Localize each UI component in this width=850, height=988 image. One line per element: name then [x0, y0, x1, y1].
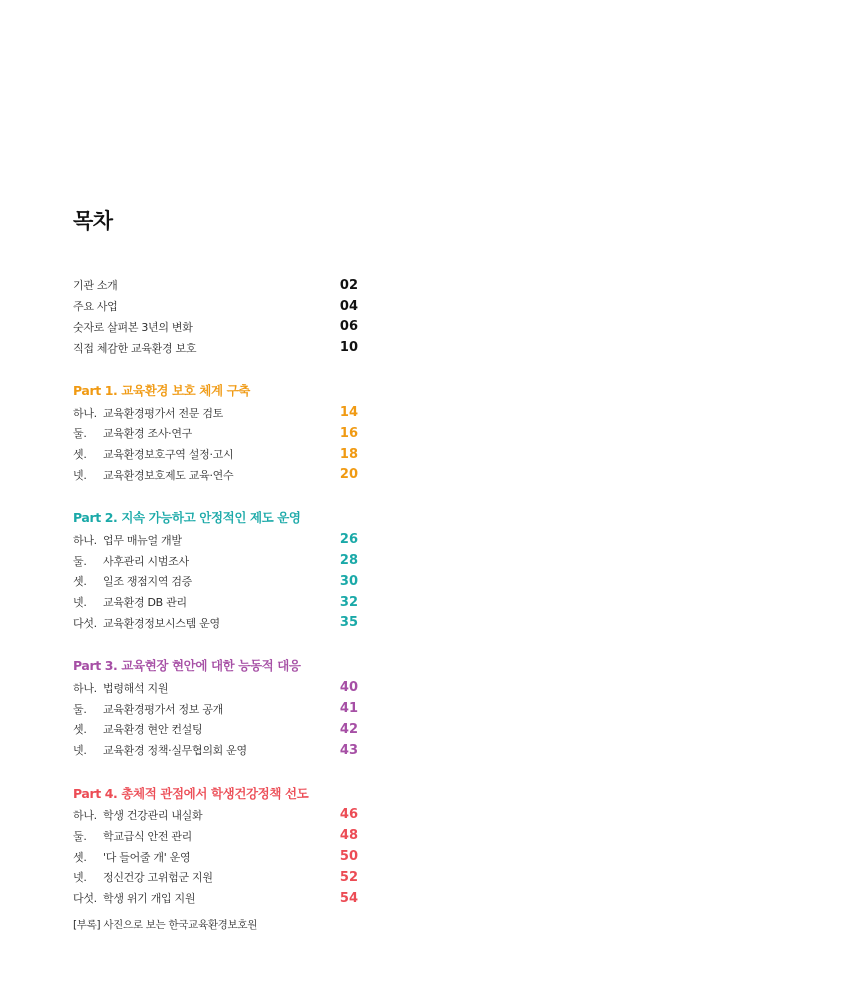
- toc-entry-label: 교육환경 DB 관리: [103, 596, 187, 610]
- toc-entry-label: 학생 위기 개입 지원: [103, 892, 196, 906]
- toc-entry[interactable]: [73, 825, 358, 846]
- toc-entry-label: 학생 건강관리 내실화: [103, 808, 203, 822]
- toc-entry-page: 14: [339, 405, 358, 421]
- toc-entry-label: 직접 체감한 교육환경 보호: [73, 341, 197, 355]
- toc-entry-page: 16: [339, 425, 358, 441]
- toc-entry-label: 교육환경 조사·연구: [103, 427, 193, 441]
- part-1-section: [73, 378, 358, 485]
- toc-entry-prefix: 셋.: [73, 448, 87, 462]
- toc-entry[interactable]: [73, 317, 358, 338]
- toc-entry[interactable]: [73, 613, 358, 634]
- toc-entry-label: 기관 소개: [73, 279, 118, 293]
- page-title: 목차: [73, 209, 113, 233]
- toc-entry[interactable]: [73, 529, 358, 550]
- toc-entry-prefix: 하나.: [73, 808, 97, 822]
- toc-entry-label: 학교급식 안전 관리: [103, 829, 193, 843]
- toc-entry-prefix: 하나.: [73, 406, 97, 420]
- toc-entry-page: 43: [339, 742, 358, 758]
- toc-entry[interactable]: [73, 337, 358, 358]
- toc-entry[interactable]: [73, 550, 358, 571]
- toc-entry-prefix: 둘.: [73, 427, 87, 441]
- toc-entry-prefix: 둘.: [73, 554, 87, 568]
- toc-entry[interactable]: [73, 275, 358, 296]
- appendix-entry[interactable]: [부록] 사진으로 보는 한국교육환경보호원: [73, 918, 258, 931]
- toc-entry-label: 교육환경보호구역 설정·고시: [103, 448, 234, 462]
- part-4-section: [73, 781, 358, 909]
- toc-entry[interactable]: [73, 698, 358, 719]
- toc-entry-prefix: 둘.: [73, 702, 87, 716]
- toc-entry-page: 18: [339, 446, 358, 462]
- toc-entry-label: 주요 사업: [73, 300, 118, 314]
- toc-entry-prefix: 넷.: [73, 744, 87, 758]
- table-of-contents: [73, 205, 358, 932]
- toc-entry-page: 06: [339, 319, 358, 335]
- toc-entry[interactable]: [73, 402, 358, 423]
- toc-entry-prefix: 넷.: [73, 871, 87, 885]
- toc-entry-label: '다 들어줄 개' 운영: [103, 850, 191, 864]
- toc-entry-page: 42: [339, 721, 358, 737]
- part-3-section: [73, 653, 358, 760]
- part-2-section: [73, 505, 358, 633]
- toc-entry-page: 46: [339, 807, 358, 823]
- toc-entry-page: 10: [339, 340, 358, 356]
- toc-entry-label: 교육환경평가서 전문 검토: [103, 406, 223, 420]
- toc-entry-label: 교육환경보호제도 교육·연수: [103, 468, 234, 482]
- toc-entry-page: 04: [339, 298, 358, 314]
- toc-entry-page: 02: [339, 277, 358, 293]
- part-2-title[interactable]: Part 2. 지속 가능하고 안정적인 제도 운영: [73, 510, 301, 526]
- part-1-title[interactable]: Part 1. 교육환경 보호 체계 구축: [73, 383, 250, 399]
- toc-entry-page: 32: [339, 594, 358, 610]
- toc-entry-page: 48: [339, 828, 358, 844]
- toc-entry-prefix: 다섯.: [73, 616, 97, 630]
- toc-entry-page: 52: [339, 869, 358, 885]
- toc-entry-page: 28: [339, 553, 358, 569]
- toc-entry[interactable]: [73, 571, 358, 592]
- toc-entry-label: 일조 쟁점지역 검증: [103, 575, 193, 589]
- toc-entry-prefix: 둘.: [73, 829, 87, 843]
- toc-entry[interactable]: [73, 888, 358, 909]
- toc-entry-prefix: 넷.: [73, 596, 87, 610]
- toc-entry[interactable]: [73, 677, 358, 698]
- toc-entry[interactable]: [73, 805, 358, 826]
- toc-entry-page: 20: [339, 467, 358, 483]
- toc-entry-page: 41: [339, 701, 358, 717]
- toc-entry[interactable]: [73, 719, 358, 740]
- toc-entry[interactable]: [73, 867, 358, 888]
- toc-entry[interactable]: [73, 423, 358, 444]
- toc-entry[interactable]: [73, 846, 358, 867]
- toc-entry[interactable]: [73, 465, 358, 486]
- intro-section: [73, 275, 358, 358]
- toc-entry-label: 교육환경 현안 컨설팅: [103, 723, 203, 737]
- toc-entry-prefix: 셋.: [73, 575, 87, 589]
- toc-entry-label: 교육환경 정책·실무협의회 운영: [103, 744, 247, 758]
- toc-entry-label: 숫자로 살펴본 3년의 변화: [73, 320, 193, 334]
- part-4-title[interactable]: Part 4. 총체적 관점에서 학생건강정책 선도: [73, 785, 309, 801]
- toc-entry-page: 35: [339, 615, 358, 631]
- toc-entry[interactable]: [73, 740, 358, 761]
- toc-entry-prefix: 넷.: [73, 468, 87, 482]
- toc-entry-page: 50: [339, 849, 358, 865]
- toc-entry-label: 교육환경정보시스템 운영: [103, 616, 220, 630]
- toc-entry-page: 40: [339, 680, 358, 696]
- toc-entry-label: 사후관리 시범조사: [103, 554, 189, 568]
- toc-entry-prefix: 다섯.: [73, 892, 97, 906]
- toc-entry[interactable]: [73, 444, 358, 465]
- toc-entry-label: 교육환경평가서 정보 공개: [103, 702, 223, 716]
- toc-entry-prefix: 셋.: [73, 850, 87, 864]
- part-3-title[interactable]: Part 3. 교육현장 현안에 대한 능동적 대응: [73, 658, 301, 674]
- toc-entry-page: 26: [339, 532, 358, 548]
- toc-entry[interactable]: [73, 592, 358, 613]
- toc-entry-label: 법령해석 지원: [103, 681, 169, 695]
- toc-entry-prefix: 하나.: [73, 533, 97, 547]
- toc-entry-prefix: 셋.: [73, 723, 87, 737]
- toc-entry-label: 업무 매뉴얼 개발: [103, 533, 182, 547]
- toc-entry-prefix: 하나.: [73, 681, 97, 695]
- toc-entry-page: 54: [339, 890, 358, 906]
- toc-entry-label: 정신건강 고위험군 지원: [103, 871, 213, 885]
- toc-entry[interactable]: [73, 296, 358, 317]
- toc-entry-page: 30: [339, 573, 358, 589]
